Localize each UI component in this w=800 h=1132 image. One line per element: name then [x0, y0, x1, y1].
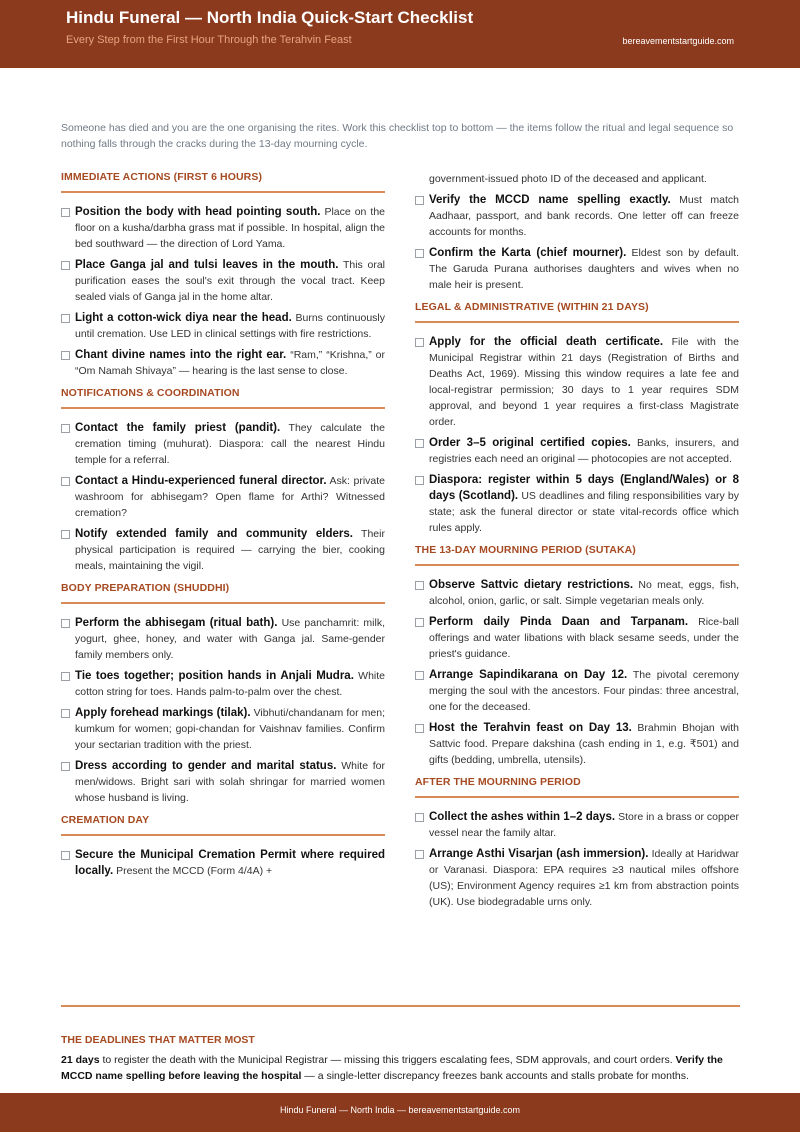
- page-footer: [0, 1093, 800, 1132]
- checkbox[interactable]: [415, 338, 424, 347]
- checkbox[interactable]: [415, 249, 424, 258]
- checkbox[interactable]: [61, 424, 70, 433]
- checkbox[interactable]: [61, 762, 70, 771]
- checklist-item: [61, 347, 385, 379]
- item-lead: Position the body with head pointing south.: [75, 206, 321, 218]
- checkbox[interactable]: [61, 208, 70, 217]
- deadlines-paragraph: [61, 1052, 741, 1084]
- item-lead: Light a cotton-wick diya near the head.: [75, 312, 292, 324]
- checklist-item: [61, 310, 385, 342]
- checklist-item: [61, 705, 385, 753]
- checkbox[interactable]: [415, 618, 424, 627]
- item-lead: Arrange Asthi Visarjan (ash immersion).: [429, 848, 649, 860]
- document-subtitle: Every Step from the First Hour Through the Terahvin Feast: [66, 34, 352, 46]
- item-body: Rice-ball offerings and water libations with black sesame seeds, under the priest's guidance.: [429, 616, 739, 660]
- checkbox[interactable]: [61, 477, 70, 486]
- item-body: Burns continuously until cremation. Use LED in clinical settings with fire restrictions.: [75, 312, 385, 340]
- item-body: Present the MCCD (Form 4/4A) +: [116, 865, 273, 877]
- section-title-body-prep: BODY PREPARATION (SHUDDHI): [61, 582, 230, 594]
- item-lead: Observe Sattvic dietary restrictions.: [429, 579, 634, 591]
- section-divider: [415, 796, 739, 798]
- checkbox[interactable]: [415, 850, 424, 859]
- item-body: The pivotal ceremony merging the soul with the ancestors. Four pindas: three ancestral, one for the deceased.: [429, 669, 739, 713]
- checkbox[interactable]: [61, 709, 70, 718]
- item-lead: Collect the ashes within 1–2 days.: [429, 811, 616, 823]
- checkbox[interactable]: [61, 672, 70, 681]
- item-lead: Diaspora: register within 5 days (England/Wales) or 8 days (Scotland).: [429, 474, 739, 502]
- checkbox[interactable]: [61, 851, 70, 860]
- item-body: Use panchamrit: milk, yogurt, ghee, honey, and water with Ganga jal. Same-gender family members only.: [75, 617, 385, 661]
- item-body: Store in a brass or copper vessel near the family altar.: [429, 811, 740, 839]
- deadline-text: to register the death with the Municipal Registrar — missing this triggers escalating fees, SDM approvals, and court orders.: [99, 1054, 676, 1066]
- checklist-item: [415, 846, 739, 910]
- checklist-item: [415, 435, 739, 467]
- section-title-cremation: CREMATION DAY: [61, 814, 150, 826]
- section-title-mourning: THE 13-DAY MOURNING PERIOD (SUTAKA): [415, 544, 636, 556]
- checkbox[interactable]: [415, 476, 424, 485]
- item-lead: Contact a Hindu-experienced funeral director.: [75, 475, 327, 487]
- checkbox[interactable]: [415, 196, 424, 205]
- checkbox[interactable]: [61, 530, 70, 539]
- item-body: Must match Aadhaar, passport, and bank records. One letter off can freeze accounts for months.: [429, 194, 739, 238]
- item-body: This oral purification eases the soul's exit through the vocal tract. Keep sealed vials of Ganga jal in the home altar.: [75, 259, 386, 303]
- checkbox[interactable]: [61, 261, 70, 270]
- checkbox[interactable]: [415, 724, 424, 733]
- item-body: Place on the floor on a kusha/darbha grass mat if possible. In hospital, align the bed southward — the direction of Lord Yama.: [75, 206, 385, 250]
- item-lead: Confirm the Karta (chief mourner).: [429, 247, 627, 259]
- checkbox[interactable]: [415, 581, 424, 590]
- section-divider: [61, 407, 385, 409]
- section-divider: [61, 834, 385, 836]
- item-body: Their physical participation is required — carrying the bier, cooking meals, maintaining the vigil.: [75, 528, 385, 572]
- left-column: [61, 171, 385, 884]
- checklist-item: [415, 667, 739, 715]
- item-lead: Order 3–5 original certified copies.: [429, 437, 631, 449]
- item-body: US deadlines and filing responsibilities vary by state; ask the funeral director or state vital-records office which rules apply.: [429, 490, 739, 534]
- item-body: They calculate the cremation timing (muhurat). Diaspora: call the nearest Hindu temple for a referral.: [75, 422, 385, 466]
- checklist-item: [61, 615, 385, 663]
- item-body: Brahmin Bhojan with Sattvic food. Prepare dakshina (cash ending in 1, e.g. ₹501) and gifts (bedding, umbrella, utensils).: [429, 722, 739, 766]
- checklist-item: [415, 614, 739, 662]
- checklist-item: [61, 473, 385, 521]
- item-lead: Host the Terahvin feast on Day 13.: [429, 722, 632, 734]
- checklist-item: [61, 257, 385, 305]
- section-divider: [61, 191, 385, 193]
- item-lead: Contact the family priest (pandit).: [75, 422, 281, 434]
- checkbox[interactable]: [415, 813, 424, 822]
- deadline-emphasis: 21 days: [61, 1054, 100, 1066]
- checklist-item: [61, 526, 385, 574]
- checkbox[interactable]: [415, 439, 424, 448]
- item-lead: Tie toes together; position hands in Anjali Mudra.: [75, 670, 354, 682]
- right-column: [415, 171, 739, 915]
- section-title-legal: LEGAL & ADMINISTRATIVE (WITHIN 21 DAYS): [415, 301, 649, 313]
- item-lead: Place Ganga jal and tulsi leaves in the mouth.: [75, 259, 339, 271]
- section-divider: [415, 564, 739, 566]
- item-body: No meat, eggs, fish, alcohol, onion, garlic, or salt. Simple vegetarian meals only.: [429, 579, 739, 607]
- checkbox[interactable]: [61, 351, 70, 360]
- checklist-item: [415, 809, 739, 841]
- section-title-after: AFTER THE MOURNING PERIOD: [415, 776, 581, 788]
- checklist-item: [61, 204, 385, 252]
- checklist-item: [61, 420, 385, 468]
- checkbox[interactable]: [415, 671, 424, 680]
- deadlines-title: THE DEADLINES THAT MATTER MOST: [61, 1034, 255, 1046]
- item-body: “Ram,” “Krishna,” or “Om Namah Shivaya” — hearing is the last sense to close.: [75, 349, 386, 377]
- checklist-item: [415, 245, 739, 293]
- deadlines-divider: [61, 1005, 740, 1007]
- checklist-item: [415, 192, 739, 240]
- item-body: Banks, insurers, and registries each need an original — photocopies are not accepted.: [429, 437, 740, 465]
- checklist-item: [415, 720, 739, 768]
- item-body: File with the Municipal Registrar within 21 days (Registration of Births and Deaths Act, 1969). Missing this window requires a late fee and local-registrar permission; 30 days to 1 year requires SDM approval, and beyond 1 year requires a first-class Magistrate order.: [429, 336, 739, 428]
- deadline-text: — a single-letter discrepancy freezes bank accounts and stalls probate for months.: [301, 1070, 689, 1082]
- item-body: Ideally at Haridwar or Varanasi. Diaspora: EPA requires ≥3 nautical miles offshore (US); Environment Agency requires ≥1 km from abstraction points (UK). Use biodegradable urns only.: [429, 848, 739, 908]
- footer-text: Hindu Funeral — North India — bereavementstartguide.com: [279, 1105, 521, 1115]
- item-lead: Perform the abhisegam (ritual bath).: [75, 617, 278, 629]
- item-body: Eldest son by default. The Garuda Purana authorises daughters and wives when no male heir is present.: [429, 247, 739, 291]
- checklist-item: [415, 577, 739, 609]
- item-lead: Verify the MCCD name spelling exactly.: [429, 194, 671, 206]
- item-lead: Apply forehead markings (tilak).: [75, 707, 251, 719]
- checklist-item: [415, 334, 739, 430]
- checklist-item: [61, 847, 385, 879]
- header-site-link[interactable]: bereavementstartguide.com: [622, 36, 734, 46]
- section-divider: [415, 321, 739, 323]
- deadline-emphasis: Verify the MCCD name spelling before leaving the hospital: [61, 1054, 723, 1082]
- item-lead: Perform daily Pinda Daan and Tarpanam.: [429, 616, 689, 628]
- item-body: Vibhuti/chandanam for men; kumkum for women; gopi-chandan for Vaishnav families. Confirm your sectarian tradition with the priest.: [75, 707, 385, 751]
- intro-paragraph: Someone has died and you are the one organising the rites. Work this checklist top to bottom — the items follow the ritual and legal sequence so nothing falls through the cracks during the 13-day mourning cycle.: [61, 122, 734, 150]
- checklist-item: [61, 668, 385, 700]
- item-lead: Chant divine names into the right ear.: [75, 349, 287, 361]
- checklist-item: [415, 472, 739, 536]
- item-body: White for men/widows. Bright sari with solah shringar for married women whose husband is living.: [75, 760, 386, 804]
- section-title-immediate: IMMEDIATE ACTIONS (FIRST 6 HOURS): [61, 171, 263, 183]
- item-continuation: government-issued photo ID of the deceased and applicant.: [429, 173, 707, 185]
- item-body: White cotton string for toes. Hands palm-to-palm over the chest.: [75, 670, 385, 698]
- item-lead: Secure the Municipal Cremation Permit where required locally.: [75, 849, 385, 877]
- checkbox[interactable]: [61, 619, 70, 628]
- item-body: Ask: private washroom for abhisegam? Open flame for Arthi? Witnessed cremation?: [75, 475, 385, 519]
- item-lead: Apply for the official death certificate.: [429, 336, 664, 348]
- document-title: Hindu Funeral — North India Quick-Start Checklist: [66, 8, 474, 27]
- page-header: [0, 0, 800, 68]
- checkbox[interactable]: [61, 314, 70, 323]
- section-divider: [61, 602, 385, 604]
- item-lead: Arrange Sapindikarana on Day 12.: [429, 669, 628, 681]
- item-lead: Notify extended family and community elders.: [75, 528, 353, 540]
- item-lead: Dress according to gender and marital status.: [75, 760, 337, 772]
- section-title-notifications: NOTIFICATIONS & COORDINATION: [61, 387, 240, 399]
- checklist-item: [61, 758, 385, 806]
